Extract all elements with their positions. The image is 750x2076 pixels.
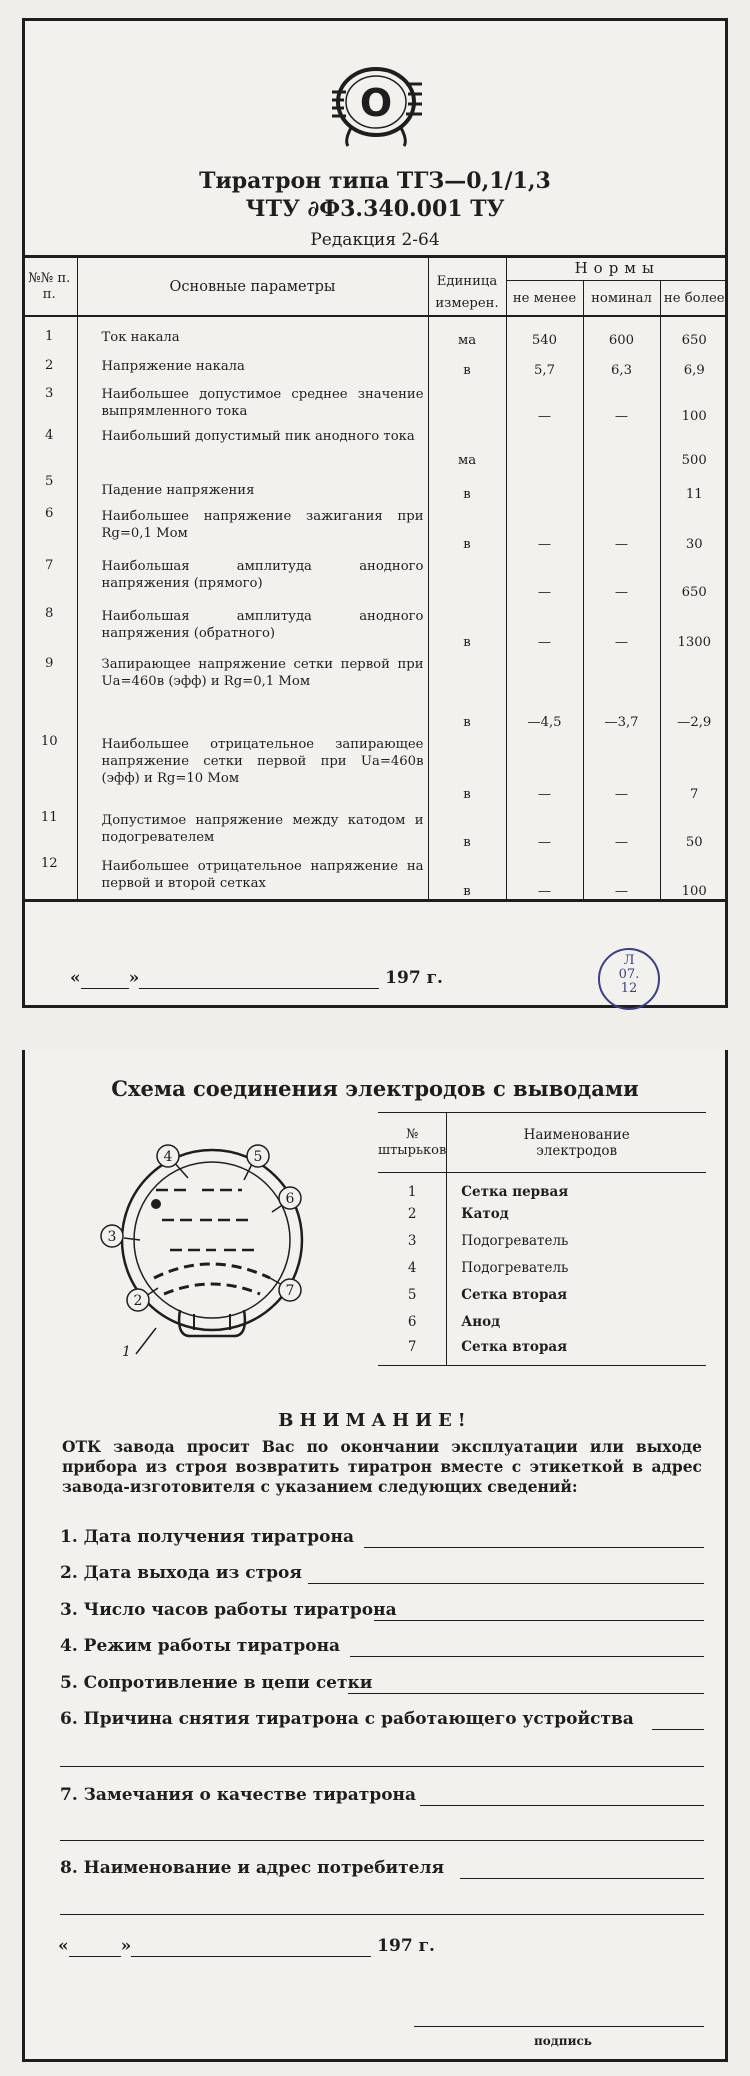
row-number: 8: [22, 600, 77, 650]
pin-number: 3: [107, 1229, 117, 1245]
table-row: [378, 1201, 706, 1228]
col-header-param: Основные параметры: [77, 257, 428, 316]
date-year: 197 г.: [377, 1936, 435, 1956]
request-paragraph: ОТК завода просит Вас по окончании эксплуатации или выходе прибора из строя возвратить тиратрон вместе с этикеткой в адрес завода-изготовителя с указанием следующих сведений:: [62, 1437, 702, 1496]
form-item-hours: 3. Число часов работы тиратрона: [60, 1600, 397, 1620]
stamp-line: 07.: [618, 967, 640, 982]
table-row: [378, 1228, 706, 1255]
row-param: Наибольшее допустимое среднее значение выпрямленного тока: [77, 378, 428, 424]
row-min: 5,7: [506, 348, 583, 378]
pinout-title: Схема соединения электродов с выводами: [111, 1076, 639, 1101]
row-min: —: [506, 730, 583, 802]
fill-line[interactable]: [652, 1729, 704, 1730]
row-min: —4,5: [506, 650, 583, 730]
row-number: 5: [22, 468, 77, 502]
col-header-unit: Единица измерен.: [428, 257, 506, 316]
row-unit: в: [428, 502, 506, 552]
electrode-cell: Подогреватель: [461, 1233, 569, 1249]
table-row: [22, 424, 728, 468]
fill-line[interactable]: [374, 1620, 704, 1621]
row-max: 500: [681, 453, 707, 468]
row-nom: [583, 468, 660, 502]
row-max: 50: [685, 835, 703, 850]
row-param: Наибольшее отрицательное запирающее напряжение сетки первой при Ua=460в (эфф) и Rg=10 Мом: [77, 730, 428, 802]
pin-number: 5: [253, 1149, 263, 1165]
pin-number: 1: [122, 1344, 131, 1360]
pin-number: 6: [285, 1191, 295, 1207]
stamp-line: 12: [620, 981, 638, 996]
row-param: Допустимое напряжение между катодом и подогревателем: [77, 802, 428, 850]
row-param: Наибольшее отрицательное напряжение на первой и второй сетках: [77, 850, 428, 900]
attention-heading: ВНИМАНИЕ!: [278, 1410, 472, 1431]
col-header-max: не более: [660, 281, 728, 317]
logo-letter: О: [359, 81, 393, 125]
row-param: Напряжение накала: [77, 348, 428, 378]
row-nom: —: [583, 730, 660, 802]
table-row: [22, 468, 728, 502]
date-line: [70, 968, 443, 989]
table-row: [378, 1336, 706, 1366]
date-quote-open: «: [70, 968, 81, 988]
pin-number: 7: [285, 1283, 295, 1299]
fill-line[interactable]: [348, 1693, 704, 1694]
pin-cell: 5: [378, 1282, 447, 1309]
pin-number: 2: [133, 1293, 143, 1309]
row-min: [506, 424, 583, 468]
row-nom: —: [583, 802, 660, 850]
pin-number: 4: [163, 1149, 173, 1165]
fill-line[interactable]: [420, 1805, 704, 1806]
pin-cell: 7: [378, 1336, 447, 1366]
fill-line[interactable]: [60, 1840, 704, 1841]
table-row: [22, 850, 728, 900]
row-nom: —3,7: [583, 650, 660, 730]
row-unit: [428, 378, 506, 424]
row-min: —: [506, 850, 583, 900]
parameters-table: [22, 257, 728, 902]
row-param: Ток накала: [77, 316, 428, 348]
row-number: 6: [22, 502, 77, 552]
pin-table: [378, 1112, 706, 1366]
table-row: [378, 1309, 706, 1336]
date-quote-close: »: [128, 968, 140, 988]
row-min: —: [506, 378, 583, 424]
date-year: 197 г.: [385, 968, 443, 988]
electrode-cell: Сетка вторая: [461, 1339, 568, 1356]
row-min: —: [506, 552, 583, 600]
row-number: 11: [22, 802, 77, 850]
fill-line[interactable]: [308, 1583, 704, 1584]
fill-line[interactable]: [460, 1878, 704, 1879]
pin-cell: 2: [378, 1201, 447, 1228]
form-item-consumer-address: 8. Наименование и адрес потребителя: [60, 1858, 445, 1878]
date-quote-close: »: [120, 1936, 132, 1956]
row-unit: [428, 552, 506, 600]
signature-label: подпись: [534, 2034, 592, 2048]
row-nom: —: [583, 502, 660, 552]
form-item-quality-notes: 7. Замечания о качестве тиратрона: [60, 1785, 417, 1805]
table-row: [22, 650, 728, 730]
row-min: 540: [506, 316, 583, 348]
row-min: —: [506, 502, 583, 552]
row-nom: —: [583, 850, 660, 900]
row-max: 100: [681, 409, 707, 424]
table-row: [22, 600, 728, 650]
row-number: 12: [22, 850, 77, 900]
row-unit: ма: [428, 316, 506, 348]
row-max: 650: [681, 585, 707, 600]
row-unit: в: [428, 802, 506, 850]
row-nom: —: [583, 378, 660, 424]
col-header-norms: Нормы: [506, 257, 728, 281]
form-item-removal-reason: 6. Причина снятия тиратрона с работающего устройства: [60, 1709, 634, 1729]
row-param: Наибольшая амплитуда анодного напряжения (прямого): [77, 552, 428, 600]
fill-line[interactable]: [60, 1914, 704, 1915]
row-unit: в: [428, 600, 506, 650]
row-min: [506, 468, 583, 502]
fill-line[interactable]: [350, 1656, 704, 1657]
date-quote-open: «: [58, 1936, 69, 1956]
tube-title: Тиратрон типа ТГЗ—0,1/1,3: [199, 168, 551, 194]
row-max: 1300: [677, 635, 712, 650]
electrode-cell: Анод: [461, 1314, 501, 1330]
form-item-failure-date: 2. Дата выхода из строя: [60, 1563, 302, 1583]
row-number: 9: [22, 650, 77, 730]
row-max: 11: [685, 487, 703, 502]
row-max: 100: [681, 883, 707, 899]
row-min: —: [506, 600, 583, 650]
row-max: —2,9: [677, 715, 712, 730]
table-row: [378, 1282, 706, 1309]
table-header: [22, 257, 728, 281]
row-max: 650: [681, 333, 707, 348]
row-unit: в: [428, 650, 506, 730]
table-row: [22, 730, 728, 802]
col-header-num: №№ п. п.: [22, 257, 77, 316]
row-nom: 6,3: [583, 348, 660, 378]
qc-stamp: [598, 948, 660, 1010]
row-param: Наибольшее напряжение зажигания при Rg=0,1 Мом: [77, 502, 428, 552]
row-max: 30: [685, 537, 703, 552]
row-param: Запирающее напряжение сетки первой при Ua=460в (эфф) и Rg=0,1 Мом: [77, 650, 428, 730]
form-item-resistance: 5. Сопротивление в цепи сетки: [60, 1673, 373, 1693]
row-number: 10: [22, 730, 77, 802]
table-row: [22, 552, 728, 600]
col-header-nom: номинал: [583, 281, 660, 317]
form-item-received-date: 1. Дата получения тиратрона: [60, 1527, 354, 1547]
table-row: [378, 1255, 706, 1282]
row-max: 6,9: [683, 363, 705, 378]
table-row: [22, 348, 728, 378]
table-row: [22, 316, 728, 348]
manufacturer-logo: [312, 62, 440, 150]
col-header-electrode: Наименование электродов: [447, 1113, 706, 1173]
spec-title: ЧТУ ∂Ф3.340.001 ТУ: [245, 196, 505, 222]
row-unit: в: [428, 468, 506, 502]
col-header-min: не менее: [506, 281, 583, 317]
electrode-cell: Катод: [461, 1206, 509, 1222]
row-param: Наибольший допустимый пик анодного тока: [77, 424, 428, 468]
table-row: [22, 802, 728, 850]
fill-line[interactable]: [364, 1547, 704, 1548]
row-nom: —: [583, 600, 660, 650]
form-date-line: [58, 1936, 435, 1957]
pinout-diagram: [84, 1128, 334, 1368]
row-number: 2: [22, 348, 77, 378]
electrode-cell: Сетка вторая: [461, 1287, 568, 1303]
col-header-pin: № штырьков: [378, 1113, 447, 1173]
electrode-cell: Подогреватель: [461, 1260, 569, 1276]
edition-label: Редакция 2-64: [310, 230, 440, 250]
row-param: Падение напряжения: [77, 468, 428, 502]
row-nom: 600: [583, 316, 660, 348]
row-number: 3: [22, 378, 77, 424]
stamp-line: Л: [623, 953, 635, 968]
pin-cell: 6: [378, 1309, 447, 1336]
row-number: 4: [22, 424, 77, 468]
row-min: —: [506, 802, 583, 850]
form-item-mode: 4. Режим работы тиратрона: [60, 1636, 341, 1656]
fill-line[interactable]: [60, 1766, 704, 1767]
table-row: [22, 502, 728, 552]
row-param: Наибольшая амплитуда анодного напряжения (обратного): [77, 600, 428, 650]
row-unit: ма: [428, 424, 506, 468]
row-max: 7: [690, 787, 699, 802]
table-row: [22, 378, 728, 424]
row-nom: [583, 424, 660, 468]
table-row: [378, 1173, 706, 1201]
row-unit: в: [428, 348, 506, 378]
pin-cell: 1: [378, 1173, 447, 1201]
row-number: 7: [22, 552, 77, 600]
electrode-cell: Сетка первая: [461, 1183, 569, 1200]
pin-cell: 4: [378, 1255, 447, 1282]
row-unit: в: [428, 730, 506, 802]
signature-line[interactable]: [414, 2026, 704, 2027]
row-unit: в: [428, 850, 506, 900]
row-number: 1: [22, 316, 77, 348]
pin-cell: 3: [378, 1228, 447, 1255]
row-nom: —: [583, 552, 660, 600]
